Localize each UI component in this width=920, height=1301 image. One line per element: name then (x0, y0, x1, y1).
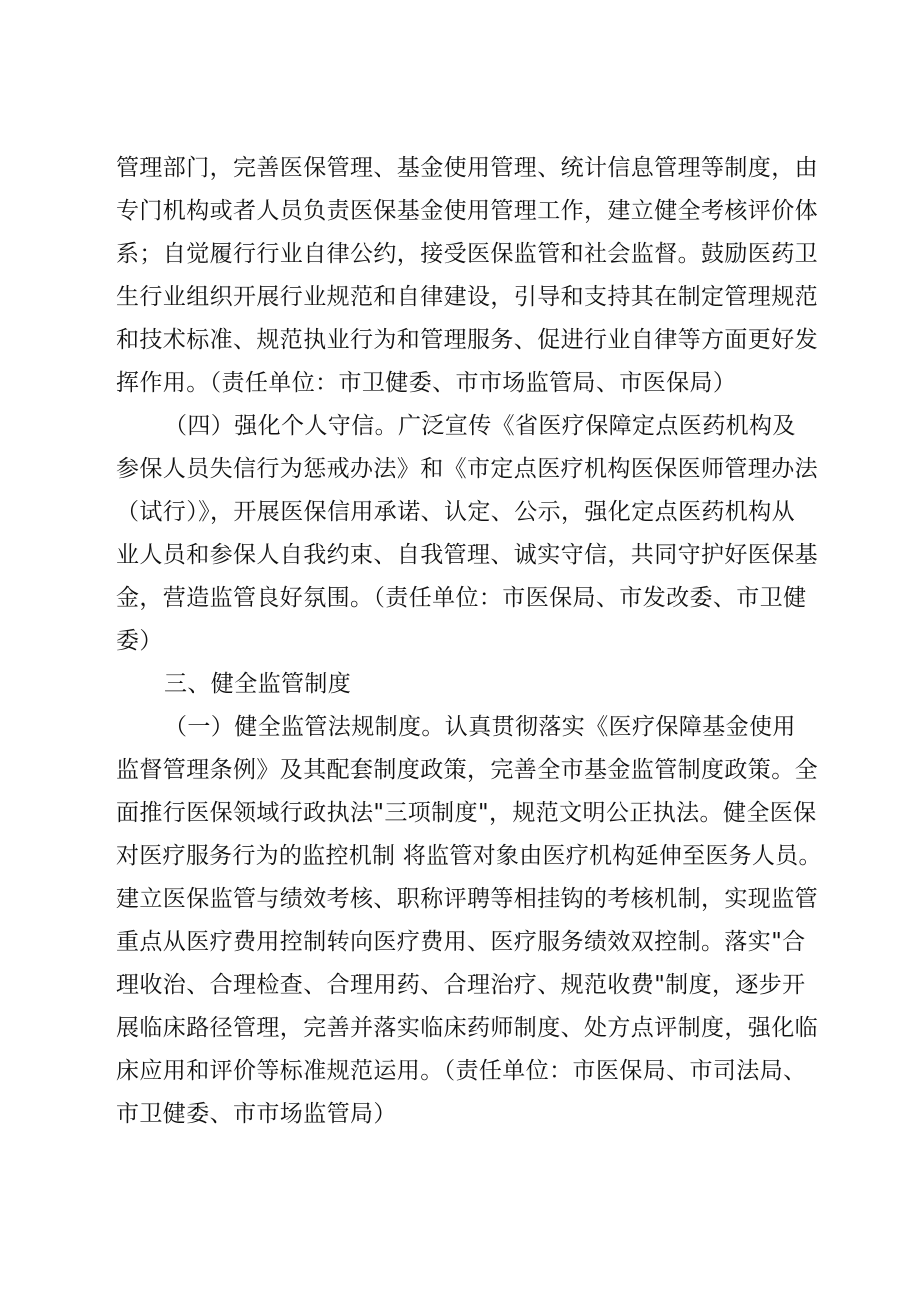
text-line: 床应用和评价等标准规范运用。（责任单位：市医保局、市司法局、 (116, 1058, 807, 1084)
text-line: 面推行医保领域行政执法"三项制度"，规范文明公正执法。健全医保 (116, 800, 817, 826)
text-line: （试行）》，开展医保信用承诺、认定、公示，强化定点医药机构从 (116, 499, 795, 525)
text-line: 参保人员失信行为惩戒办法》和《市定点医疗机构医保医师管理办法 (116, 456, 818, 482)
text-line: 建立医保监管与绩效考核、职称评聘等相挂钩的考核机制，实现监管 (116, 886, 818, 912)
text-line: 和技术标准、规范执业行为和管理服务、促进行业自律等方面更好发 (116, 327, 818, 353)
section-paragraph-start: （四）强化个人守信。广泛宣传《省医疗保障定点医药机构及 (164, 413, 796, 439)
text-line: 金，营造监管良好氛围。（责任单位：市医保局、市发改委、市卫健 (116, 585, 807, 611)
text-line: 委） (116, 628, 163, 654)
text-line: 展临床路径管理，完善并落实临床药师制度、处方点评制度，强化临 (116, 1015, 818, 1041)
section-paragraph-start: （一）健全监管法规制度。认真贯彻落实《医疗保障基金使用 (164, 714, 796, 740)
text-line: 挥作用。（责任单位：市卫健委、市市场监管局、市医保局） (116, 370, 737, 396)
text-line: 专门机构或者人员负责医保基金使用管理工作，建立健全考核评价体 (116, 198, 818, 224)
text-line: 市卫健委、市市场监管局） (116, 1101, 397, 1127)
text-line: 重点从医疗费用控制转向医疗费用、医疗服务绩效双控制。落实"合 (116, 929, 806, 955)
text-line: 系；自觉履行行业自律公约，接受医保监管和社会监督。鼓励医药卫 (116, 241, 818, 267)
text-line: 管理部门，完善医保管理、基金使用管理、统计信息管理等制度，由 (116, 155, 818, 181)
text-line: 业人员和参保人自我约束、自我管理、诚实守信，共同守护好医保基 (116, 542, 818, 568)
text-line: 理收治、合理检查、合理用药、合理治疗、规范收费"制度，逐步开 (116, 972, 806, 998)
text-line: 监督管理条例》及其配套制度政策，完善全市基金监管制度政策。全 (116, 757, 818, 783)
text-line: 对医疗服务行为的监控机制 将监管对象由医疗机构延伸至医务人员。 (116, 843, 822, 869)
text-line: 生行业组织开展行业规范和自律建设，引导和支持其在制定管理规范 (116, 284, 818, 310)
section-heading: 三、健全监管制度 (164, 671, 352, 697)
